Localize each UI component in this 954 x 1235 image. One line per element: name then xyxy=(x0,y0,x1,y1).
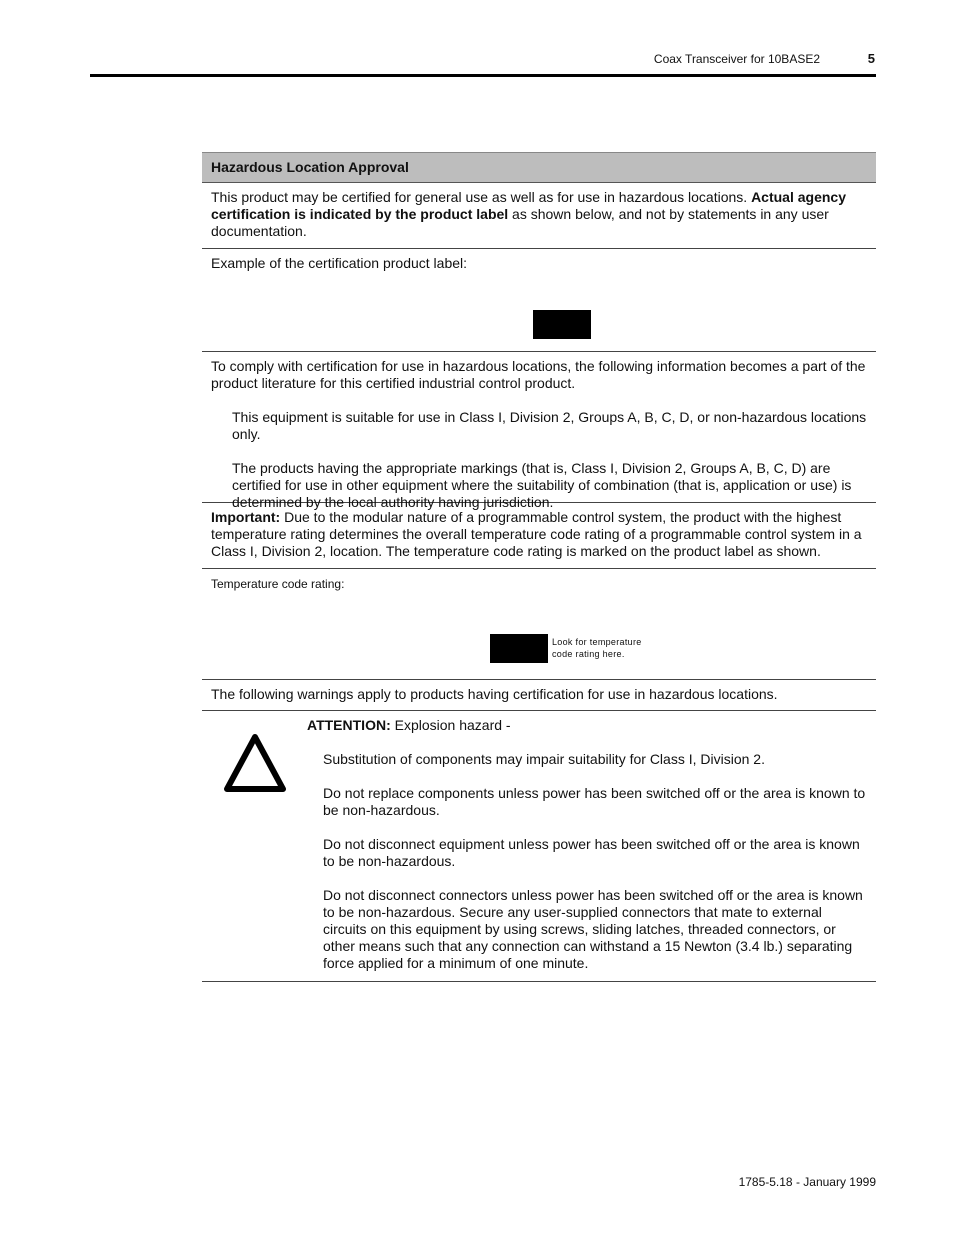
warnings-intro-text: The following warnings apply to products having certification for use in hazardous locations. xyxy=(211,686,778,702)
header-rule xyxy=(90,74,876,77)
important-section xyxy=(202,503,876,569)
look-line-1: Look for temperature xyxy=(552,637,642,647)
suitable-text: This equipment is suitable for use in Class I, Division 2, Groups A, B, C, D, or non-hazardous locations only. xyxy=(232,409,867,442)
running-header-title: Coax Transceiver for 10BASE2 xyxy=(653,52,820,66)
temp-code-section xyxy=(202,569,876,680)
look-for-temp-text xyxy=(552,636,642,660)
intro-paragraph xyxy=(211,189,867,240)
certification-label-image xyxy=(533,310,591,339)
attention-label: ATTENTION: xyxy=(307,717,391,733)
hazardous-location-box xyxy=(202,152,876,982)
intro-bold: Actual agency certification is indicated by the product label xyxy=(211,189,846,222)
box-title: Hazardous Location Approval xyxy=(202,152,876,183)
important-text: Due to the modular nature of a programmable control system, the product with the highest temperature rating determines the overall temperature code rating of a programmable control system in a Class I, Division 2, location. The temperature code rating is marked on the product label as shown. xyxy=(211,509,862,559)
attention-item-3: Do not disconnect equipment unless power has been switched off or the area is known to be non-hazardous. xyxy=(323,836,860,869)
attention-heading xyxy=(307,717,867,734)
attention-title: Explosion hazard - xyxy=(390,717,511,733)
warning-triangle-icon xyxy=(221,729,289,797)
comply-text: To comply with certification for use in hazardous locations, the following information becomes a part of the product literature for this certified industrial control product. xyxy=(211,358,866,391)
footer-doc-id: 1785-5.18 - January 1999 xyxy=(738,1175,876,1189)
example-label-section xyxy=(202,249,876,352)
intro-section xyxy=(202,183,876,249)
attention-item-1: Substitution of components may impair suitability for Class I, Division 2. xyxy=(323,751,765,767)
attention-item-4: Do not disconnect connectors unless power has been switched off or the area is known to be non-hazardous. Secure any user-supplied connectors that mate to external circuits on this equipment by using screws, sliding latches, threaded connectors, or other means such that any connection can withstand a 15 Newton (3.4 lb.) separating force applied for a minimum of one minute. xyxy=(323,887,863,971)
temp-code-label: Temperature code rating: xyxy=(211,577,345,591)
comply-section xyxy=(202,352,876,510)
temperature-label-image xyxy=(490,634,548,663)
important-label: Important: xyxy=(211,509,281,525)
attention-section xyxy=(202,711,876,982)
page-number: 5 xyxy=(867,51,875,66)
markings-text: The products having the appropriate markings (that is, Class I, Division 2, Groups A, B, C, D) are certified for use in other equipment where the suitability of combination (that is, application or use) is determined by the local authority having jurisdiction. xyxy=(232,460,852,510)
attention-item-2: Do not replace components unless power has been switched off or the area is known to be non-hazardous. xyxy=(323,785,866,818)
warnings-intro-section xyxy=(202,680,876,711)
intro-text-2: as shown below, and not by statements in any user documentation. xyxy=(211,206,829,239)
intro-text-1: This product may be certified for general use as well as for use in hazardous locations. xyxy=(211,189,752,205)
important-paragraph xyxy=(211,509,867,560)
look-line-2: code rating here. xyxy=(552,649,625,659)
attention-body xyxy=(307,717,867,972)
example-label-text: Example of the certification product label: xyxy=(211,255,468,271)
